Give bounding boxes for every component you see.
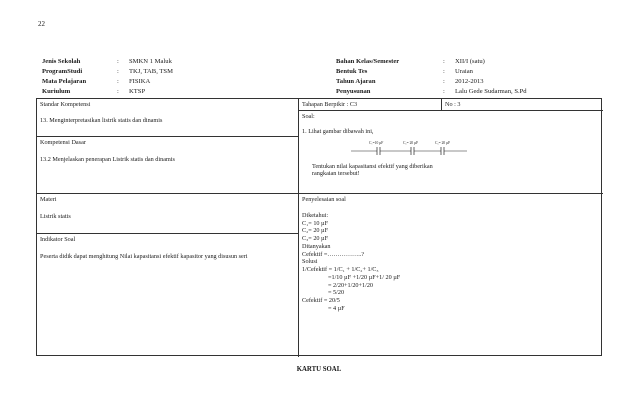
header-sep: : <box>443 78 445 85</box>
solution-step-4: = 5/20 <box>328 289 345 297</box>
header-row <box>42 87 173 97</box>
solution-known-label: Diketahui: <box>302 211 329 219</box>
solution-step-3: = 2/20+1/20+1/20 <box>328 281 374 289</box>
header-row <box>336 77 527 87</box>
header-value: 2012-2013 <box>455 78 484 85</box>
indikator-soal-label: Indikator Soal <box>40 236 76 243</box>
header-sep: : <box>117 78 119 85</box>
header-value: XII/I (satu) <box>455 58 485 65</box>
capacitor-c2-label: C₂= 20 µF <box>403 141 419 145</box>
header-sep: : <box>117 58 119 65</box>
header-value: Lalu Gede Sudarman, S.Pd <box>455 88 527 95</box>
header-sep: : <box>117 68 119 75</box>
materi-label: Materi <box>40 196 57 203</box>
solution-asked-label: Ditanyakan <box>302 242 331 250</box>
soal-line-2: Tentukan nilai kapasitansi efektif yang diberikan <box>312 162 433 170</box>
capacitor-c3-label: C₃= 20 µF <box>435 141 451 145</box>
card-footer-title: KARTU SOAL <box>296 366 342 373</box>
solution-step-1: 1/Cefektif = 1/C₁ + 1/C₂+ 1/C₃ <box>302 266 379 273</box>
header-row <box>42 77 173 87</box>
kompetensi-dasar-label: Kompetensi Dasar <box>40 139 86 146</box>
header-label: ProgramStudi <box>42 68 83 75</box>
soal-label: Soal: <box>302 113 315 120</box>
standar-kompetensi-text: 13. Menginterpretasikan listrik statis dan dinamis <box>40 116 163 124</box>
soal-line-1: 1. Lihat gambar dibawah ini, <box>302 127 374 135</box>
solution-c2: C₂= 20 µF <box>302 227 329 235</box>
header-value: FISIKA <box>129 78 151 85</box>
tahapan-berpikir-text: Tahapan Berpikir : C3 <box>302 101 358 108</box>
header-label: Bahan Kelas/Semester <box>336 58 400 65</box>
capacitor-series-circuit <box>349 141 469 155</box>
nomor-soal-cell <box>442 99 603 111</box>
materi-text: Listrik statis <box>40 212 71 220</box>
page-number: 22 <box>38 20 45 28</box>
header-sep: : <box>443 58 445 65</box>
indikator-soal-cell <box>37 234 299 357</box>
solution-label: Solusi <box>302 258 318 266</box>
header-label: Kuriulum <box>42 88 71 95</box>
tahapan-berpikir-cell <box>299 99 442 111</box>
header-label: Tahun Ajaran <box>336 78 376 85</box>
standar-kompetensi-label: Standar Kompetensi <box>40 101 91 108</box>
header-value: KTSP <box>129 88 146 95</box>
header-row <box>42 67 173 77</box>
header-sep: : <box>443 88 445 95</box>
question-card-table <box>36 98 602 356</box>
solution-c3: C₃= 20 µF <box>302 235 329 242</box>
solution-step-5: Cefektif = 20/5 <box>302 297 340 304</box>
solution-step-2: =1/10 µF +1/20 µF+1/ 20 µF <box>328 273 401 281</box>
header-label: Bentuk Tes <box>336 68 368 75</box>
penyelesaian-soal-label: Penyelesaian soal <box>302 196 346 203</box>
header-right <box>336 57 527 97</box>
standar-kompetensi-cell <box>37 99 299 137</box>
header-label: Penyusunan <box>336 88 371 95</box>
header-label: Jenis Sekolah <box>42 58 81 65</box>
header-sep: : <box>443 68 445 75</box>
soal-line-3: rangkaian tersebut! <box>312 170 360 178</box>
solution-ceff-question: Cefektif =……………..? <box>302 250 365 258</box>
header-label: Mata Pelajaran <box>42 78 87 85</box>
capacitor-c1-label: C₁=10 µF <box>369 141 384 145</box>
header-value: SMKN 1 Maluk <box>129 58 172 65</box>
header-row <box>336 57 527 67</box>
materi-cell <box>37 194 299 234</box>
nomor-soal-text: No : 3 <box>445 101 461 108</box>
header-left <box>42 57 173 97</box>
header-row <box>42 57 173 67</box>
kompetensi-dasar-text: 13.2 Menjelaskan penerapan Listrik statis dan dinamis <box>40 155 175 163</box>
penyelesaian-soal-cell <box>299 194 603 357</box>
header-row <box>336 67 527 77</box>
soal-cell <box>299 111 603 194</box>
header-sep: : <box>117 88 119 95</box>
header-value: TKJ, TAB, TSM <box>129 68 173 75</box>
solution-c1: C₁= 10 µF <box>302 219 329 227</box>
header-value: Uraian <box>455 68 473 75</box>
solution-step-6: = 4 µF <box>328 304 345 312</box>
header-row <box>336 87 527 97</box>
indikator-soal-text: Peserta didik dapat menghitung Nilai kapasitansi efektif kapasitor yang disusun seri <box>40 252 248 260</box>
kompetensi-dasar-cell <box>37 137 299 194</box>
